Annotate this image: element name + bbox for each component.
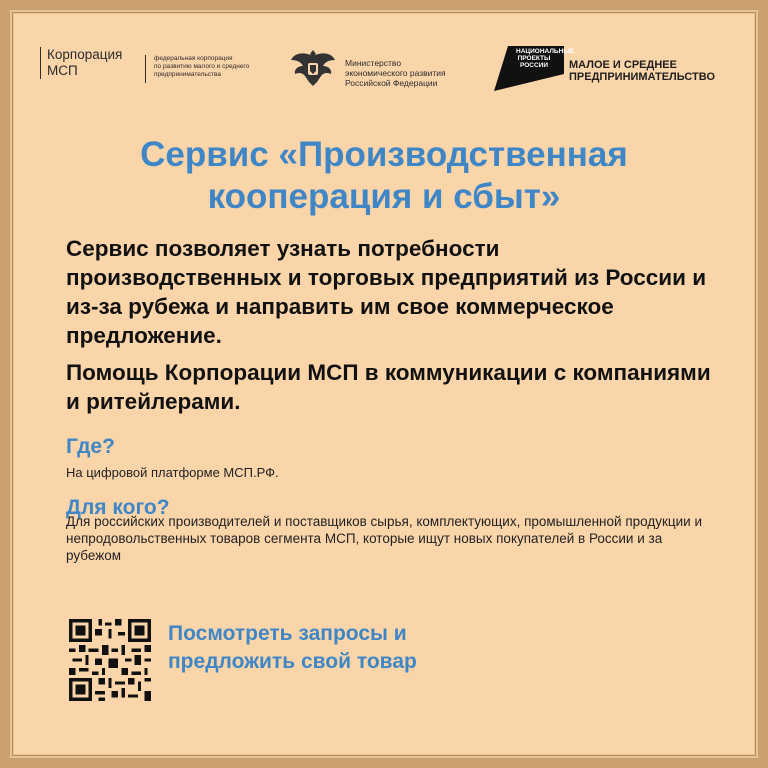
view-requests-link[interactable]: Посмотреть запросы и предложить свой товар [168, 622, 417, 673]
description-paragraph-1: Сервис позволяет узнать потребности производственных и торговых предприятий из России и из-за рубежа и направить им свое коммерческое предложение. [66, 236, 707, 348]
corporation-subtitle: федеральная корпорация по развитию малого и среднего предпринимательства [154, 55, 250, 78]
russian-eagle-emblem [289, 46, 337, 88]
page-title: Сервис «Производственная кооперация и сбыт» [140, 135, 628, 216]
corporation-name: Корпорация МСП [40, 47, 122, 79]
logo-divider [145, 55, 146, 83]
info-card [14, 14, 754, 754]
where-text: На цифровой платформе МСП.РФ. [66, 465, 279, 480]
qr-code-icon[interactable] [69, 619, 151, 701]
who-text: Для российских производителей и поставщиков сырья, комплектующих, промышленной продукции и непродовольственных товаров сегмента МСП, которые ищут новых покупателей в России и за рубежом [66, 514, 702, 563]
description-paragraph-2: Помощь Корпорации МСП в коммуникации с компаниями и ритейлерами. [66, 360, 711, 414]
msp-program-name: МАЛОЕ И СРЕДНЕЕ ПРЕДПРИНИМАТЕЛЬСТВО [569, 59, 715, 83]
where-heading: Где? [66, 435, 115, 458]
national-projects-logo [494, 46, 734, 96]
ministry-name: Министерство экономического развития Российской Федерации [345, 58, 446, 88]
national-projects-badge-text: НАЦИОНАЛЬНЫЕ ПРОЕКТЫ РОССИИ [516, 48, 574, 69]
ministry-logo [289, 46, 489, 96]
logo-bar [14, 14, 754, 114]
who-heading: Для кого? [66, 496, 170, 519]
corporation-msp-logo [40, 47, 280, 97]
service-description [66, 234, 716, 424]
